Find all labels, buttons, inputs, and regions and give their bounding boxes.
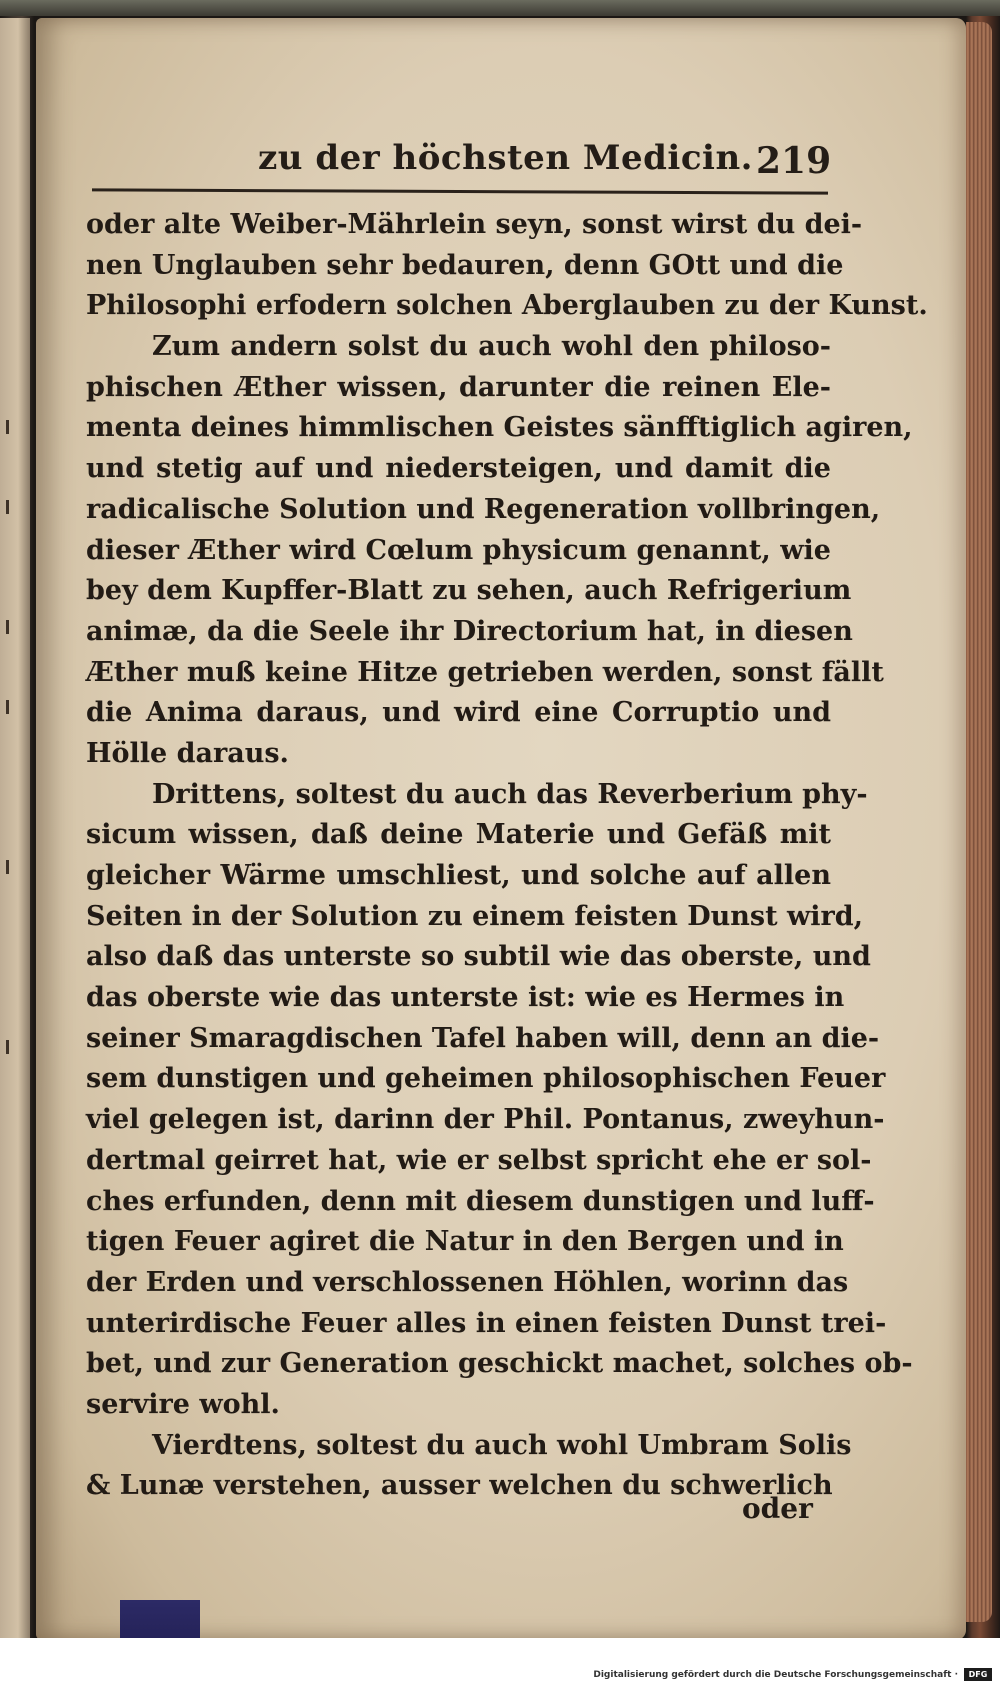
- text-line: sicum wissen, daß deine Materie und Gefäß mit: [86, 819, 831, 851]
- digitization-credit: Digitalisierung gefördert durch die Deutsche Forschungsgemeinschaft ·: [593, 1670, 958, 1680]
- catchword: oder: [742, 1492, 813, 1525]
- text-line: phischen Æther wissen, darunter die reinen Ele-: [86, 371, 831, 403]
- text-line: sem dunstigen und geheimen philosophischen Feuer: [86, 1063, 886, 1095]
- facing-page-edge: [0, 18, 30, 1638]
- running-head: zu der höchsten Medicin.: [258, 138, 754, 178]
- page-block-edges: [966, 22, 992, 1622]
- text-line: Drittens, soltest du auch das Reverberium phy-: [152, 778, 868, 810]
- text-line: Seiten in der Solution zu einem feisten Dunst wird,: [86, 900, 864, 932]
- body-text: [86, 205, 928, 1507]
- text-line: und stetig auf und niedersteigen, und damit die: [86, 453, 831, 485]
- text-line: der Erden und verschlossenen Höhlen, worinn das: [86, 1266, 849, 1298]
- text-line: Zum andern solst du auch wohl den philoso-: [152, 331, 831, 363]
- text-line: oder alte Weiber-Mährlein seyn, sonst wirst du dei-: [86, 209, 863, 240]
- text-line: animæ, da die Seele ihr Directorium hat, in diesen: [86, 615, 853, 647]
- text-line: Hölle daraus.: [86, 737, 289, 769]
- text-line: das oberste wie das unterste ist: wie es Hermes in: [86, 982, 845, 1014]
- text-line: servire wohl.: [86, 1388, 280, 1420]
- text-line: dieser Æther wird Cœlum physicum genannt, wie: [86, 534, 831, 566]
- text-line: Philosophi erfodern solchen Aberglauben zu der Kunst.: [86, 290, 928, 322]
- text-line: dertmal geirret hat, wie er selbst spricht ehe er sol-: [86, 1144, 872, 1176]
- text-line: tigen Feuer agiret die Natur in den Bergen und in: [86, 1226, 844, 1258]
- page-number: 219: [756, 140, 832, 182]
- text-line: radicalische Solution und Regeneration vollbringen,: [86, 493, 881, 525]
- text-line: & Lunæ verstehen, ausser welchen du schwerlich: [86, 1470, 833, 1502]
- text-line: bet, und zur Generation geschickt machet, solches ob-: [86, 1348, 913, 1380]
- text-line: viel gelegen ist, darinn der Phil. Pontanus, zweyhun-: [86, 1104, 885, 1136]
- text-line: Æther muß keine Hitze getrieben werden, sonst fällt: [86, 656, 884, 688]
- text-line: also daß das unterste so subtil wie das oberste, und: [86, 941, 871, 973]
- text-line: die Anima daraus, und wird eine Corruptio und: [86, 697, 831, 729]
- text-line: nen Unglauben sehr bedauren, denn GOtt und die: [86, 249, 844, 281]
- text-line: Vierdtens, soltest du auch wohl Umbram Solis: [152, 1429, 852, 1461]
- text-line: ches erfunden, denn mit diesem dunstigen und luff-: [86, 1185, 875, 1217]
- text-line: unterirdische Feuer alles in einen feisten Dunst trei-: [86, 1307, 887, 1339]
- text-line: menta deines himmlischen Geistes sänfftiglich agiren,: [86, 412, 913, 444]
- text-line: bey dem Kupffer-Blatt zu sehen, auch Refrigerium: [86, 575, 852, 607]
- dfg-logo: DFG: [964, 1668, 992, 1681]
- text-line: seiner Smaragdischen Tafel haben will, denn an die-: [86, 1022, 880, 1054]
- scan-top-edge: [0, 0, 1000, 16]
- text-line: gleicher Wärme umschliest, und solche auf allen: [86, 860, 831, 891]
